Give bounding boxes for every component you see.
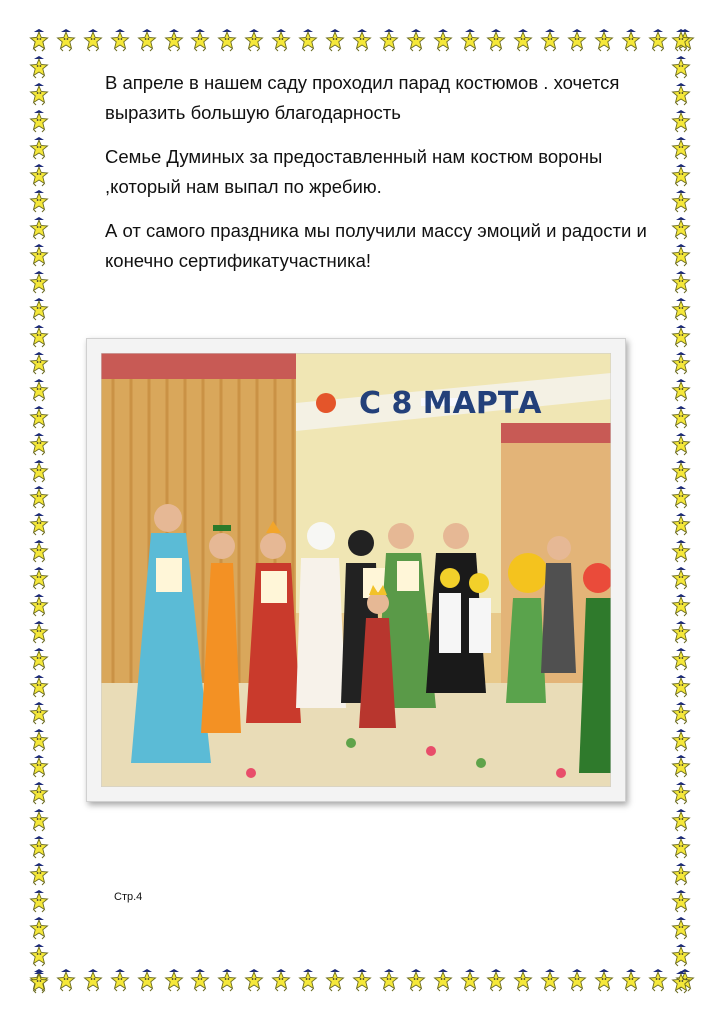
cartoon-star-icon [647,968,669,992]
cartoon-star-icon [55,968,77,992]
cartoon-star-icon [243,28,265,52]
cartoon-star-icon [670,701,692,725]
cartoon-star-icon [620,28,642,52]
cartoon-star-icon [670,297,692,321]
cartoon-star-icon [539,28,561,52]
cartoon-star-icon [28,459,50,483]
cartoon-star-icon [593,968,615,992]
cartoon-star-icon [109,28,131,52]
cartoon-star-icon [670,405,692,429]
cartoon-star-icon [28,512,50,536]
cartoon-star-icon [28,701,50,725]
cartoon-star-icon [189,968,211,992]
cartoon-star-icon [55,28,77,52]
cartoon-star-icon [28,728,50,752]
cartoon-star-icon [270,968,292,992]
cartoon-star-icon [405,28,427,52]
cartoon-star-icon [670,620,692,644]
cartoon-star-icon [512,28,534,52]
cartoon-star-icon [28,432,50,456]
cartoon-star-icon [28,566,50,590]
cartoon-star-icon [593,28,615,52]
cartoon-star-icon [28,216,50,240]
cartoon-star-icon [670,862,692,886]
cartoon-star-icon [28,324,50,348]
paragraph-2: Семье Думиных за предоставленный нам костюм вороны ,который нам выпал по жребию. [105,146,603,197]
cartoon-star-icon [566,28,588,52]
cartoon-star-icon [670,674,692,698]
cartoon-star-icon [670,351,692,375]
cartoon-star-icon [28,754,50,778]
cartoon-star-icon [28,297,50,321]
cartoon-star-icon [670,566,692,590]
cartoon-star-icon [136,968,158,992]
cartoon-star-icon [28,136,50,160]
cartoon-star-icon [28,781,50,805]
cartoon-star-icon [28,189,50,213]
cartoon-star-icon [28,862,50,886]
cartoon-star-icon [670,593,692,617]
cartoon-star-icon [28,351,50,375]
cartoon-star-icon [670,485,692,509]
cartoon-star-icon [670,889,692,913]
cartoon-star-icon [28,889,50,913]
cartoon-star-icon [136,28,158,52]
cartoon-star-icon [670,539,692,563]
top-border [28,28,696,54]
cartoon-star-icon [28,485,50,509]
cartoon-star-icon [82,968,104,992]
cartoon-star-icon [670,970,692,994]
cartoon-star-icon [28,808,50,832]
cartoon-star-icon [324,28,346,52]
cartoon-star-icon [670,728,692,752]
cartoon-star-icon [670,754,692,778]
cartoon-star-icon [28,163,50,187]
cartoon-star-icon [28,109,50,133]
cartoon-star-icon [670,459,692,483]
cartoon-star-icon [163,968,185,992]
cartoon-star-icon [28,82,50,106]
cartoon-star-icon [432,968,454,992]
cartoon-star-icon [459,28,481,52]
cartoon-star-icon [216,968,238,992]
cartoon-star-icon [216,28,238,52]
paragraph-3: А от самого праздника мы получили массу эмоций и радости и конечно сертификатучастника! [105,220,647,271]
cartoon-star-icon [163,28,185,52]
cartoon-star-icon [28,55,50,79]
cartoon-star-icon [297,28,319,52]
cartoon-star-icon [670,324,692,348]
cartoon-star-icon [28,620,50,644]
cartoon-star-icon [28,593,50,617]
cartoon-star-icon [485,28,507,52]
cartoon-star-icon [566,968,588,992]
cartoon-star-icon [28,243,50,267]
cartoon-star-icon [459,968,481,992]
bottom-border [28,968,696,994]
cartoon-star-icon [647,28,669,52]
photo-frame [86,338,626,802]
costume-parade-photo [101,353,611,787]
banner-text: С 8 МАРТА [359,386,542,421]
cartoon-star-icon [670,781,692,805]
cartoon-star-icon [28,970,50,994]
cartoon-star-icon [28,270,50,294]
cartoon-star-icon [670,943,692,967]
cartoon-star-icon [28,943,50,967]
paragraph-1: В апреле в нашем саду проходил парад костюмов . хочется выразить большую благодарность [105,72,620,123]
cartoon-star-icon [405,968,427,992]
cartoon-star-icon [82,28,104,52]
cartoon-star-icon [670,432,692,456]
cartoon-star-icon [512,968,534,992]
cartoon-star-icon [620,968,642,992]
cartoon-star-icon [324,968,346,992]
cartoon-star-icon [243,968,265,992]
cartoon-star-icon [28,405,50,429]
cartoon-star-icon [378,968,400,992]
cartoon-star-icon [670,512,692,536]
cartoon-star-icon [28,916,50,940]
cartoon-star-icon [670,916,692,940]
cartoon-star-icon [432,28,454,52]
cartoon-star-icon [297,968,319,992]
cartoon-star-icon [539,968,561,992]
article-text [105,68,675,290]
cartoon-star-icon [485,968,507,992]
cartoon-star-icon [351,28,373,52]
cartoon-star-icon [670,808,692,832]
cartoon-star-icon [670,835,692,859]
cartoon-star-icon [28,378,50,402]
cartoon-star-icon [670,378,692,402]
cartoon-star-icon [28,674,50,698]
cartoon-star-icon [28,28,50,52]
cartoon-star-icon [351,968,373,992]
cartoon-star-icon [28,539,50,563]
cartoon-star-icon [109,968,131,992]
left-border [28,28,54,994]
cartoon-star-icon [270,28,292,52]
cartoon-star-icon [189,28,211,52]
cartoon-star-icon [28,835,50,859]
cartoon-star-icon [378,28,400,52]
cartoon-star-icon [28,647,50,671]
page-number: Стр.4 [114,891,143,903]
cartoon-star-icon [670,647,692,671]
cartoon-star-icon [670,28,692,52]
